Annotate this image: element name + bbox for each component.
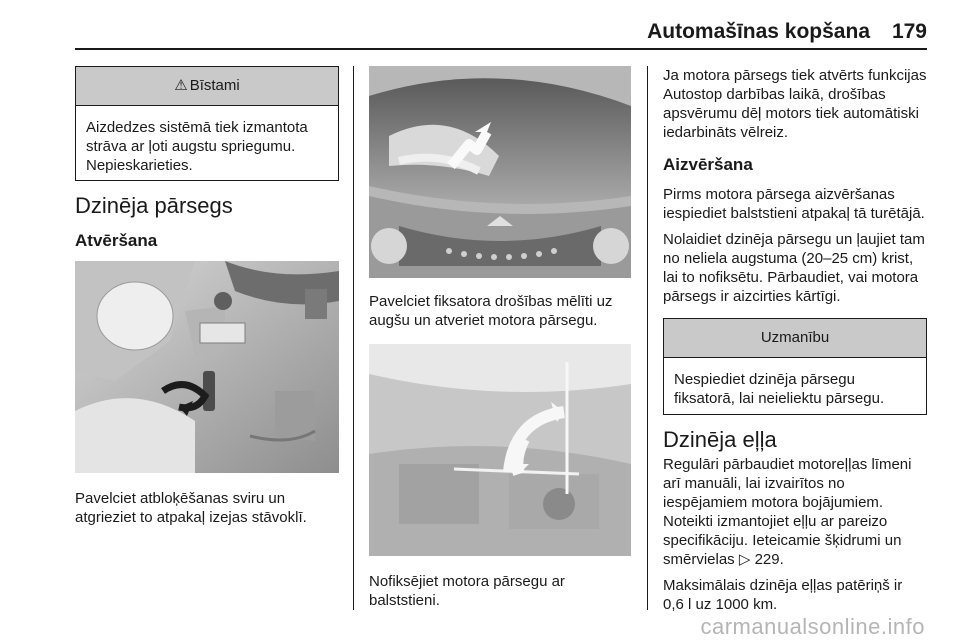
page-reference-arrow-icon: ▷: [738, 551, 751, 568]
running-header-title: Automašīnas kopšana: [647, 20, 870, 43]
hood-support-rod-illustration: [369, 344, 631, 556]
caution-box-text: Nespiediet dzinēja pārsegu fiksatorā, lai neieliektu pārsegu.: [674, 371, 885, 407]
hood-release-lever-illustration: [75, 261, 339, 473]
danger-box: [75, 66, 339, 181]
caution-box: [663, 318, 927, 415]
section-title-hood: Dzinēja pārsegs: [75, 193, 233, 218]
paragraph-closing-2: Nolaidiet dzinēja pārsegu un ļaujiet tam no neliela augstuma (20–25 cm) krist, lai to nofiksētu. Pārbaudiet, vai motora pārsegs ir aizcirties kārtīgi.: [663, 231, 925, 305]
subsection-title-closing: Aizvēršana: [663, 155, 753, 174]
figure-caption-release-lever: Pavelciet atbloķēšanas sviru un atgrieziet to atpakaļ izejas stāvoklī.: [75, 490, 307, 526]
paragraph-oil-1-text: Regulāri pārbaudiet motoreļļas līmeni arī manuāli, lai izvairītos no iespējamiem motora bojājumiem. Noteikti izmantojiet eļļu ar pareizo specifikāciju. Ieteicamie šķidrumi un smērvielas: [663, 456, 912, 568]
paragraph-autostop: Ja motora pārsegs tiek atvērts funkcijas Autostop darbības laikā, drošības apsvērumu dēļ motors tiek automātiski iedarbināts vēlreiz.: [663, 67, 927, 141]
column-2: [369, 66, 631, 610]
column-3: [663, 66, 927, 614]
paragraph-closing-1: Pirms motora pārsega aizvēršanas iespiediet balststieni atpakaļ tā turētājā.: [663, 186, 925, 222]
danger-box-header: [76, 67, 338, 106]
figure-caption-safety-catch: Pavelciet fiksatora drošības mēlīti uz augšu un atveriet motora pārsegu.: [369, 293, 613, 329]
page-number: 179: [891, 20, 927, 43]
paragraph-oil-1: [663, 455, 927, 569]
section-title-engine-oil: Dzinēja eļļa: [663, 427, 777, 452]
danger-box-text: Aizdedzes sistēmā tiek izmantota strāva ar ļoti augstu spriegumu. Nepieskarieties.: [86, 119, 308, 174]
warning-triangle-icon: ⚠: [174, 77, 188, 94]
column-divider-2: [647, 66, 648, 610]
danger-box-title: Bīstami: [189, 77, 240, 94]
column-1: [75, 66, 339, 527]
page-reference-link[interactable]: 229.: [754, 551, 784, 568]
subsection-title-opening: Atvēršana: [75, 231, 158, 250]
paragraph-oil-2: Maksimālais dzinēja eļļas patēriņš ir 0,6 l uz 1000 km.: [663, 577, 903, 613]
header-rule: [75, 48, 927, 50]
caution-box-header: Uzmanību: [664, 319, 926, 358]
hood-safety-catch-illustration: [369, 66, 631, 278]
figure-caption-support-rod: Nofiksējiet motora pārsegu ar balststieni.: [369, 573, 565, 609]
column-divider-1: [353, 66, 354, 610]
watermark: carmanualsonline.info: [700, 614, 925, 639]
